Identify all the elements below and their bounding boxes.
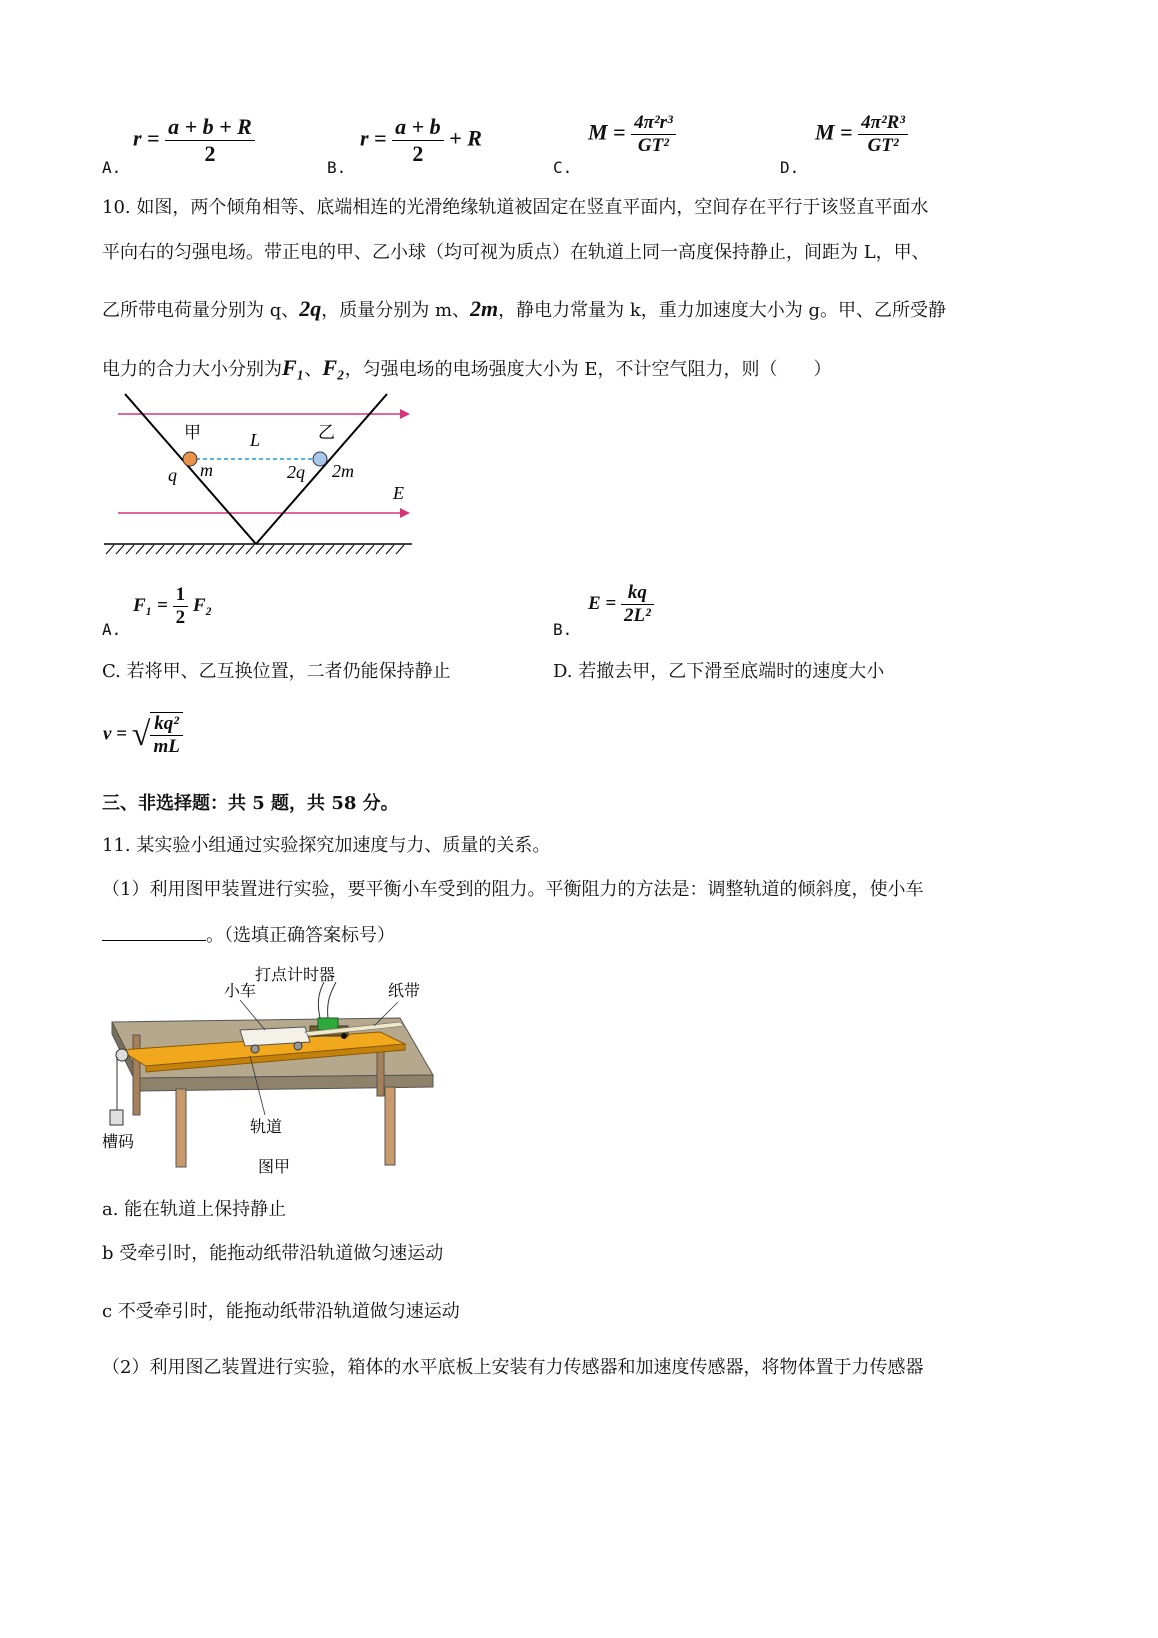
q10-text-line1: 10. 如图，两个倾角相等、底端相连的光滑绝缘轨道被固定在竖直平面内，空间存在平行于该竖直平面水 <box>102 197 929 218</box>
ball-yi <box>313 452 327 466</box>
track-right <box>256 394 387 544</box>
label-timer: 打点计时器 <box>255 965 336 984</box>
q9-option-d-label: D. <box>780 158 800 177</box>
label-2m: 2m <box>332 461 354 481</box>
weight <box>110 1110 123 1125</box>
label-tape: 纸带 <box>388 981 421 1000</box>
label-m: m <box>200 460 213 480</box>
q9-option-c-label: C. <box>553 158 573 177</box>
q11-part1: （1）利用图甲装置进行实验，要平衡小车受到的阻力。平衡阻力的方法是：调整轨道的倾斜度，使小车 <box>102 879 924 900</box>
label-yi: 乙 <box>318 423 335 443</box>
figure-caption: 图甲 <box>258 1157 291 1176</box>
q10-figure <box>100 388 420 563</box>
q10-text-line2: 平向右的匀强电场。带正电的甲、乙小球（均可视为质点）在轨道上同一高度保持静止，间距为 L，甲、 <box>102 242 930 263</box>
car-wheel <box>251 1045 259 1053</box>
q10-option-b-formula: E = $\frac{kq}{\text{2L²}}$ <box>588 582 654 627</box>
q9-option-d-formula: M = $\frac{\text{4π²R³}}{\text{GT²}}$ <box>815 112 908 157</box>
q11-part2: （2）利用图乙装置进行实验，箱体的水平底板上安装有力传感器和加速度传感器，将物体置于力传感器 <box>102 1357 924 1378</box>
answer-blank[interactable] <box>102 922 206 941</box>
car-wheel <box>294 1042 302 1050</box>
q10-text-line3: 乙所带电荷量分别为 q、2q，质量分别为 m、2m，静电力常量为 k，重力加速度大小为 g。甲、乙所受静 <box>102 296 947 321</box>
q9-option-a-formula: r = $\frac{a + b + R}{2}$ <box>133 114 255 167</box>
q10-text-line4: 电力的合力大小分别为F₁、F₂，匀强电场的电场强度大小为 E，不计空气阻力，则（ ） <box>102 355 832 380</box>
pulley <box>116 1049 128 1061</box>
q10-option-d-formula: v = √ $\frac{\text{kq²}}{mL}$ <box>103 712 183 758</box>
label-L: L <box>250 430 261 450</box>
q11-option-c: c 不受牵引时，能拖动纸带沿轨道做匀速运动 <box>102 1301 460 1322</box>
label-E: E <box>393 483 404 503</box>
track-left <box>125 394 256 544</box>
label-weight: 槽码 <box>102 1132 135 1151</box>
q9-option-c-formula: M = $\frac{\text{4π²r³}}{\text{GT²}}$ <box>588 112 676 157</box>
field-arrow-bottom <box>400 508 410 518</box>
q10-option-c: C. 若将甲、乙互换位置，二者仍能保持静止 <box>102 661 451 682</box>
field-arrow-top <box>400 409 410 419</box>
ground-hatching <box>106 545 404 554</box>
timer-wires <box>318 982 336 1018</box>
table-leg <box>133 1035 140 1115</box>
q11-option-a: a. 能在轨道上保持静止 <box>102 1199 287 1220</box>
section-3-heading: 三、非选择题：共 5 题，共 58 分。 <box>102 793 399 814</box>
q9-option-b-label: B. <box>327 158 347 177</box>
q9-option-a-label: A. <box>102 158 122 177</box>
label-2q: 2q <box>287 462 305 482</box>
ball-jia <box>183 452 197 466</box>
label-car: 小车 <box>224 981 257 1000</box>
timer-knob <box>341 1033 347 1039</box>
q10-option-a-formula: F₁ = $\frac{1}{2}$ F₂ <box>133 584 213 628</box>
q11-intro: 11. 某实验小组通过实验探究加速度与力、质量的关系。 <box>102 835 551 856</box>
label-q: q <box>168 465 177 485</box>
q10-option-d: D. 若撤去甲，乙下滑至底端时的速度大小 <box>553 661 885 682</box>
timer <box>318 1018 338 1030</box>
table-leg <box>176 1089 186 1167</box>
q11-figure <box>100 960 445 1178</box>
q11-option-b: b 受牵引时，能拖动纸带沿轨道做匀速运动 <box>102 1243 444 1264</box>
label-jia: 甲 <box>184 423 201 443</box>
label-track: 轨道 <box>250 1117 283 1136</box>
table-leg <box>385 1087 395 1165</box>
q9-option-b-formula: r = $\frac{a + b}{2}$ + R <box>360 114 482 166</box>
q11-part1-tail: 。（选填正确答案标号） <box>102 922 395 948</box>
